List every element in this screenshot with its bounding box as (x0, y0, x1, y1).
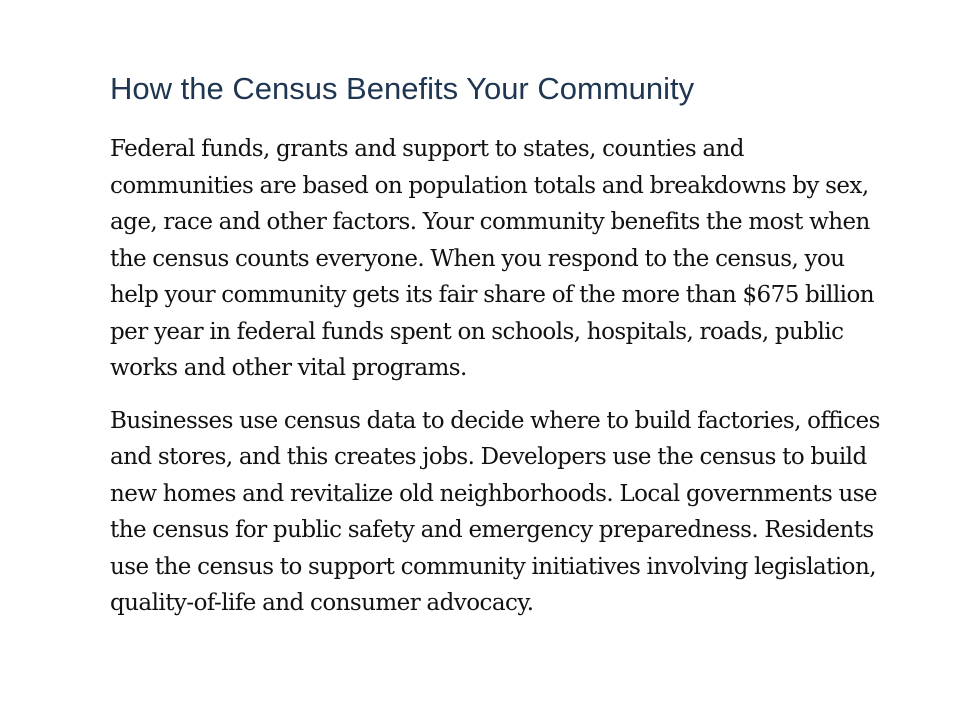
paragraph-businesses: Businesses use census data to decide where to build factories, offices and stores, and this creates jobs. Developers use the census to build new homes and revitalize old neighborhoods. Local governments use the census for public safety and emergency preparedness. Residents use the census to support community initiatives involving legislation, quality-of-life and consumer advocacy. (110, 407, 880, 616)
paragraph-federal-funds: Federal funds, grants and support to states, counties and communities are based on population totals and breakdowns by sex, age, race and other factors. Your community benefits the most when the census counts everyone. When you respond to the census, you help your community gets its fair share of the more than $675 billion per year in federal funds spent on schools, hospitals, roads, public works and other vital programs. (110, 136, 875, 381)
article (110, 64, 890, 622)
page-title: How the Census Benefits Your Community (110, 71, 695, 106)
